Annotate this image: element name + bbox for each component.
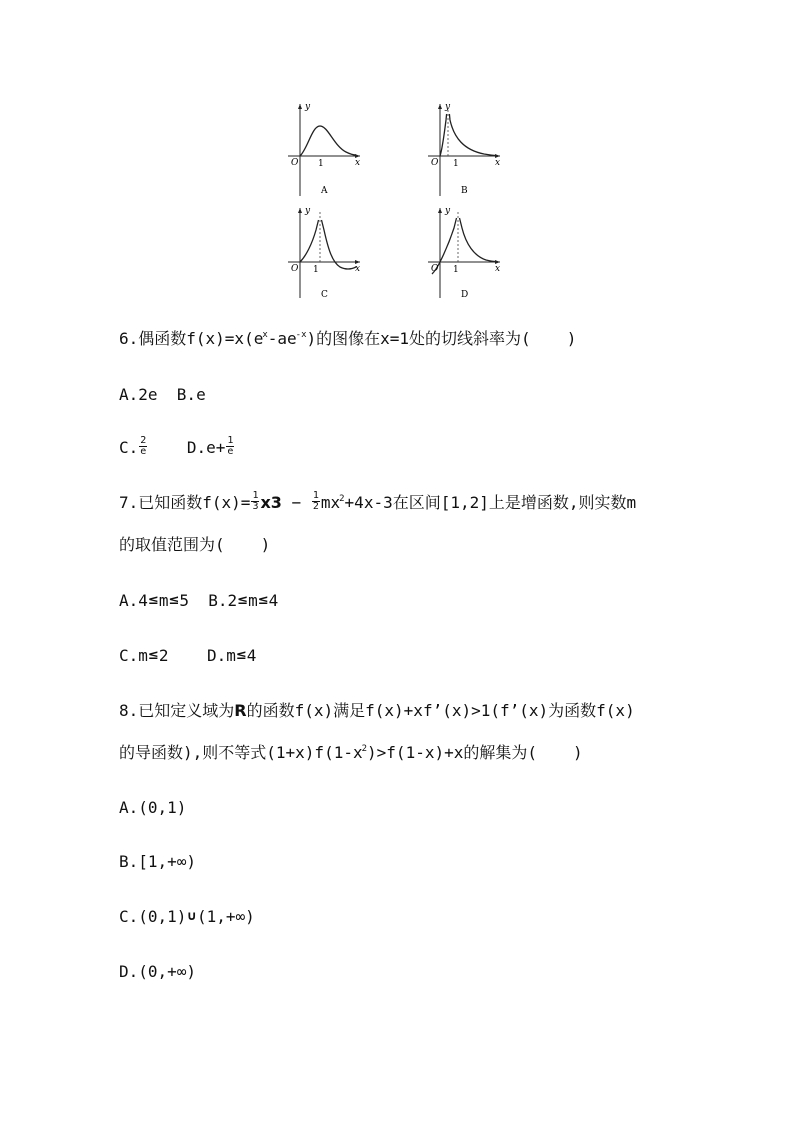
q7-options-cd [119, 646, 256, 668]
graph-a-origin-label: O [291, 158, 299, 168]
graph-c-x-label: x [355, 264, 361, 274]
q6-option-b: B.e [176, 385, 206, 404]
q7-option-a: A.4≤m≤5 [119, 591, 189, 610]
graph-a-y-label: y [305, 102, 311, 112]
q8-option-a: A.(0,1) [119, 798, 187, 817]
graph-b-tick-label: 1 [453, 159, 459, 169]
q7-options-ab [119, 591, 278, 613]
q8-option-d: D.(0,+∞) [119, 962, 197, 981]
q7-option-d: D.m≤4 [206, 646, 257, 665]
graph-d [424, 204, 504, 304]
q6-options-ab [119, 385, 206, 405]
graph-b-x-label: x [495, 158, 501, 168]
graph-c-tick-label: 1 [313, 265, 319, 275]
graph-d-y-label: y [445, 206, 451, 216]
graph-b [424, 100, 504, 200]
q8-option-b: B.[1,+∞) [119, 852, 197, 871]
q7-stem-line2: 的取值范围为( ) [119, 535, 271, 554]
graph-a-tick-label: 1 [318, 159, 324, 169]
graph-a-x-label: x [355, 158, 361, 168]
q7-option-c: C.m≤2 [119, 646, 169, 665]
graph-a [284, 100, 364, 200]
graph-c-letter: C [321, 290, 328, 300]
graph-b-y-label: y [445, 102, 451, 112]
graph-c-origin-label: O [291, 264, 299, 274]
q7-option-b: B.2≤m≤4 [208, 591, 279, 610]
graph-c-y-label: y [305, 206, 311, 216]
q6-options-cd [119, 435, 235, 459]
graph-b-letter: B [461, 186, 468, 196]
q8-stem-line2: 的导函数),则不等式$(1+x)f(1-x^2)>f(1-x)+x$的解集为( ) [119, 743, 583, 762]
graph-c [284, 204, 364, 304]
graph-d-origin-label: O [431, 264, 439, 274]
graph-d-tick-label: 1 [453, 265, 459, 275]
q6-option-a: A.2e [119, 385, 158, 404]
q8-stem: 8.已知定义域为R的函数f(x)满足f(x)+xf’(x)>1(f’(x)为函数f(x) [119, 701, 635, 720]
q8-option-c: C.(0,1)∪(1,+∞) [119, 907, 255, 926]
graph-d-letter: D [461, 290, 469, 300]
q6-option-d: D.e+ $\frac{1}{e}$ [186, 435, 234, 457]
q7-stem: 7.已知函数f(x)= $\frac{1}{3}$ x3 − $\frac{1}{2}$ $mx^2+4x-3$在区间[1,2]上是增函数,则实数m [119, 490, 637, 512]
graph-a-letter: A [321, 186, 328, 196]
graph-d-x-label: x [495, 264, 501, 274]
graph-b-origin-label: O [431, 158, 439, 168]
q6-option-c: C. $\frac{2}{e}$ [119, 435, 147, 457]
q6-stem: 6.偶函数$f(x)=x(e^x-ae^{-x})$的图像在x=1处的切线斜率为( ) [119, 329, 577, 348]
